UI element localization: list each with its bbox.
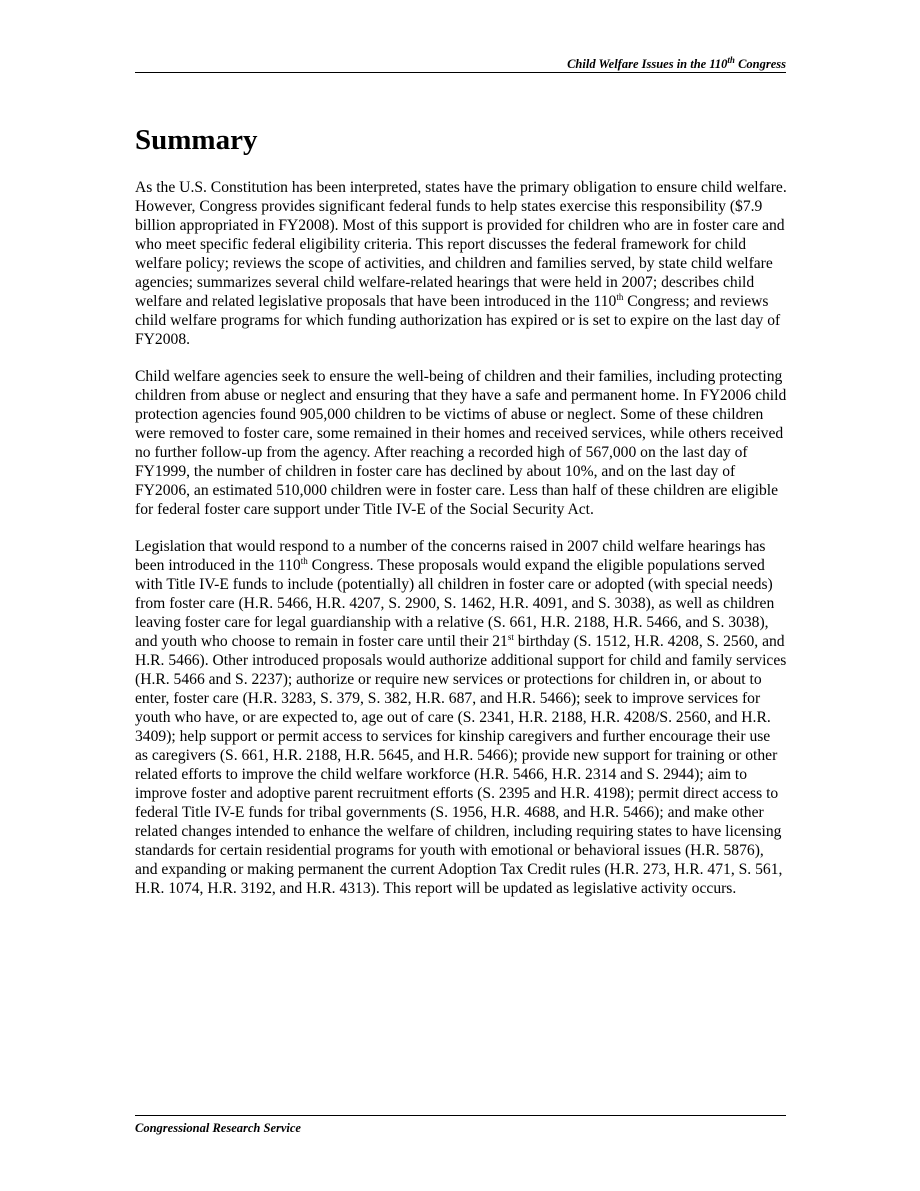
footer-rule <box>135 1115 786 1116</box>
page-title: Summary <box>135 124 258 156</box>
paragraph-text: Congress. These proposals would expand the eligible populations served with Title IV-E funds to include (potentially) all children in foster care or adopted (with special needs) from foster care (H.R. 5466, H.R. 4207, S. 2900, S. 1462, H.R. 4091, and S. 3038), as well as children leaving foster care for legal guardianship with a relative (S. 661, H.R. 2188, H.R. 5466, and S. 3038), and youth who choose to remain in foster care until their 21 <box>135 557 775 650</box>
ordinal-superscript: th <box>300 555 308 566</box>
summary-paragraph-1 <box>135 178 787 349</box>
running-footer: Congressional Research Service <box>135 1121 301 1135</box>
summary-paragraph-3 <box>135 537 787 898</box>
ordinal-superscript: th <box>616 291 624 302</box>
summary-paragraph-2 <box>135 367 787 519</box>
running-header <box>135 54 786 71</box>
summary-body <box>135 178 787 916</box>
running-header-superscript: th <box>727 54 735 65</box>
paragraph-text: Child welfare agencies seek to ensure the well-being of children and their families, including protecting children from abuse or neglect and ensuring that they have a safe and permanent home. In FY2006 child protection agencies found 905,000 children to be victims of abuse or neglect. Some of these children were removed to foster care, some remained in their homes and received services, while others received no further follow-up from the agency. After reaching a recorded high of 567,000 on the last day of FY1999, the number of children in foster care has declined by about 10%, and on the last day of FY2006, an estimated 510,000 children were in foster care. Less than half of these children are eligible for federal foster care support under Title IV-E of the Social Security Act. <box>135 368 787 518</box>
paragraph-text: As the U.S. Constitution has been interpreted, states have the primary obligation to ensure child welfare. However, Congress provides significant federal funds to help states exercise this responsibility ($7.9 billion appropriated in FY2008). Most of this support is provided for children who are in foster care and who meet specific federal eligibility criteria. This report discusses the federal framework for child welfare policy; reviews the scope of activities, and children and families served, by state child welfare agencies; summarizes several child welfare-related hearings that were held in 2007; describes child welfare and related legislative proposals that have been introduced in the 110 <box>135 179 787 310</box>
paragraph-text: Legislation that would respond to a number of the concerns raised in 2007 child welfare hearings has been introduced in the 110 <box>135 538 766 574</box>
running-header-text-end: Congress <box>734 57 786 71</box>
ordinal-superscript: st <box>507 631 514 642</box>
paragraph-text: Congress; and reviews child welfare programs for which funding authorization has expired or is set to expire on the last day of FY2008. <box>135 293 781 348</box>
paragraph-text: birthday (S. 1512, H.R. 4208, S. 2560, and H.R. 5466). Other introduced proposals would authorize additional support for child and family services (H.R. 5466 and S. 2237); authorize or require new services or protections for children in, or about to enter, foster care (H.R. 3283, S. 379, S. 382, H.R. 687, and H.R. 5466); seek to improve services for youth who have, or are expected to, age out of care (S. 2341, H.R. 2188, H.R. 4208/S. 2560, and H.R. 3409); help support or permit access to services for kinship caregivers and further encourage their use as caregivers (S. 661, H.R. 2188, H.R. 5645, and H.R. 5466); provide new support for training or other related efforts to improve the child welfare workforce (H.R. 5466, H.R. 2314 and S. 2944); aim to improve foster and adoptive parent recruitment efforts (S. 2395 and H.R. 4198); permit direct access to federal Title IV-E funds for tribal governments (S. 1956, H.R. 4688, and H.R. 5466); and make other related changes intended to enhance the welfare of children, including requiring states to have licensing standards for certain residential programs for youth with emotional or behavioral issues (H.R. 5876), and expanding or making permanent the current Adoption Tax Credit rules (H.R. 273, H.R. 471, S. 561, H.R. 1074, H.R. 3192, and H.R. 4313). This report will be updated as legislative activity occurs. <box>135 633 787 897</box>
running-header-text: Child Welfare Issues in the 110 <box>567 57 728 71</box>
header-rule <box>135 72 786 73</box>
